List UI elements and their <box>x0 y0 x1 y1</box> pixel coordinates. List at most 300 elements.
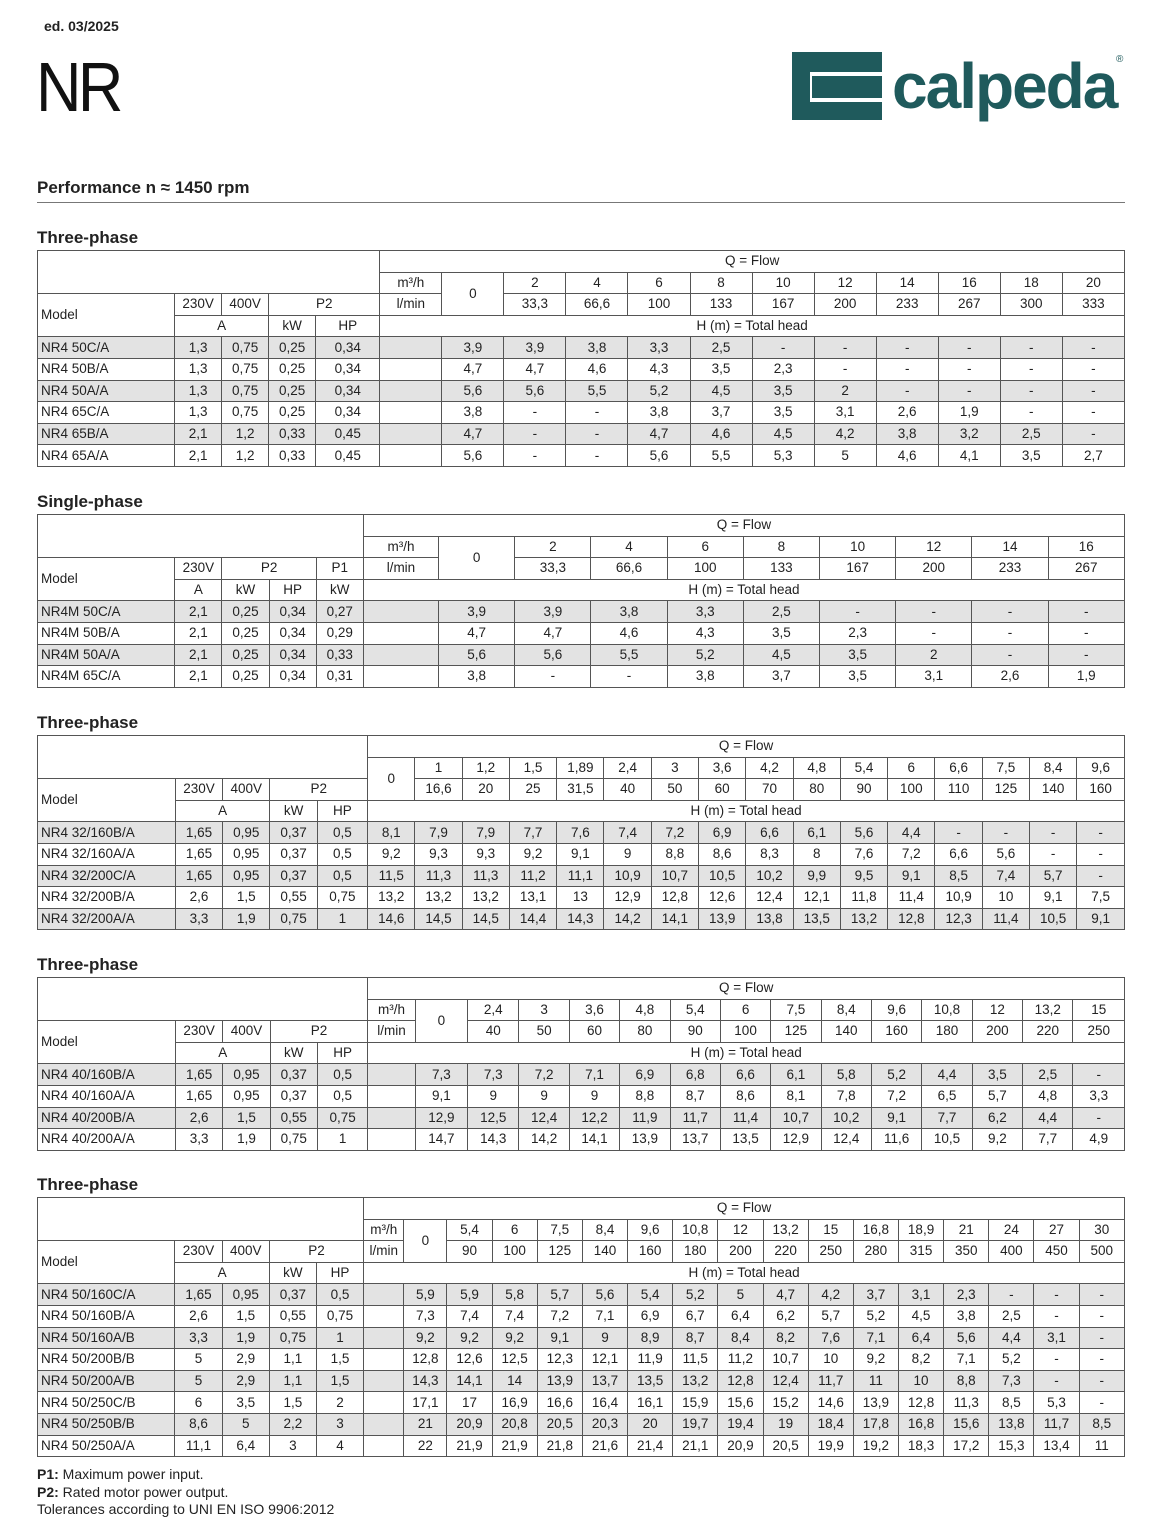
electrical-value: 0,34 <box>316 380 380 402</box>
head-value: 4,1 <box>938 445 1000 467</box>
head-value: 13,9 <box>537 1370 582 1392</box>
head-value: 20,5 <box>763 1435 808 1457</box>
head-value: 6,1 <box>771 1064 821 1086</box>
head-value: 16,4 <box>582 1392 627 1414</box>
head-value: 8,3 <box>746 843 793 865</box>
electrical-value: 0,45 <box>316 423 380 445</box>
head-value: 5,2 <box>673 1284 718 1306</box>
head-value: 9,1 <box>888 865 935 887</box>
head-value: 7,3 <box>989 1370 1034 1392</box>
table-row <box>38 337 1125 359</box>
electrical-value: 1,3 <box>175 358 222 380</box>
head-value: - <box>591 666 667 688</box>
electrical-value: 1,5 <box>316 1370 363 1392</box>
flow-m3h-value: 16 <box>1048 536 1124 558</box>
head-value: 10,9 <box>604 865 651 887</box>
flow-lmin-value: 140 <box>821 1021 871 1043</box>
head-value: 3,8 <box>439 666 515 688</box>
head-value: 4,7 <box>442 358 504 380</box>
head-value: 7,5 <box>1077 887 1125 909</box>
head-value: 19,9 <box>808 1435 853 1457</box>
flow-m3h-value: 6 <box>492 1219 537 1241</box>
head-value: 10,2 <box>746 865 793 887</box>
spacer-cell <box>368 1085 415 1107</box>
model-name: NR4 50C/A <box>38 337 175 359</box>
electrical-value: 1,9 <box>222 1327 269 1349</box>
electrical-value: 0,33 <box>269 423 316 445</box>
head-value: 12,6 <box>699 887 746 909</box>
head-value: 4,4 <box>1023 1107 1073 1129</box>
head-value: 5,9 <box>404 1284 447 1306</box>
electrical-value: 5 <box>175 1349 222 1371</box>
flow-lmin-value: 31,5 <box>557 779 604 801</box>
head-value: 16,6 <box>537 1392 582 1414</box>
electrical-value: 3 <box>316 1413 363 1435</box>
electrical-value: 0,75 <box>222 337 269 359</box>
performance-table-1 <box>37 250 1125 467</box>
head-value: 8,1 <box>771 1085 821 1107</box>
head-value: 4,7 <box>763 1284 808 1306</box>
head-value: - <box>972 644 1048 666</box>
head-value: 11 <box>853 1370 898 1392</box>
voltage-400-header: 400V <box>222 294 269 316</box>
electrical-value: 0,75 <box>222 402 269 424</box>
hp-unit: HP <box>269 579 316 601</box>
head-value: 4,4 <box>922 1064 972 1086</box>
head-value: 3,8 <box>442 402 504 424</box>
unit-row <box>38 800 1125 822</box>
unit-row <box>38 1042 1125 1064</box>
unit-lmin: l/min <box>380 294 442 316</box>
head-value: 14,1 <box>651 908 698 930</box>
head-value: 7,1 <box>853 1327 898 1349</box>
model-name: NR4 50/160C/A <box>38 1284 175 1306</box>
voltage-400-header: 400V <box>222 1241 269 1263</box>
head-value: 3,8 <box>628 402 690 424</box>
head-value: - <box>504 402 566 424</box>
head-value: 6,9 <box>628 1305 673 1327</box>
head-value: 6,7 <box>673 1305 718 1327</box>
flow-lmin-value: 233 <box>876 294 938 316</box>
head-value: 13,7 <box>670 1129 720 1151</box>
head-value: - <box>1079 1349 1124 1371</box>
head-value: 11,8 <box>840 887 887 909</box>
electrical-value: 0,33 <box>269 445 316 467</box>
table-row <box>38 358 1125 380</box>
table-row <box>38 1107 1125 1129</box>
flow-lmin-value: 180 <box>673 1241 718 1263</box>
head-value: 2,5 <box>743 601 819 623</box>
head-value: 14,4 <box>509 908 556 930</box>
head-value: 11,1 <box>557 865 604 887</box>
head-value: 11,9 <box>628 1349 673 1371</box>
head-value: 12,2 <box>569 1107 619 1129</box>
head-value: 12,9 <box>771 1129 821 1151</box>
head-value: - <box>1079 1370 1124 1392</box>
hp-unit: HP <box>316 1262 363 1284</box>
head-value: 11,6 <box>871 1129 921 1151</box>
flow-lmin-value: 100 <box>720 1021 770 1043</box>
blank-header-cell <box>38 1198 364 1241</box>
head-value: 12,8 <box>404 1349 447 1371</box>
flow-m3h-value: 14 <box>972 536 1048 558</box>
head-value: 13,1 <box>509 887 556 909</box>
head-value: - <box>1030 822 1077 844</box>
table-row <box>38 1305 1125 1327</box>
head-value: 13,9 <box>620 1129 670 1151</box>
head-value: 3,9 <box>442 337 504 359</box>
flow-label: Q = Flow <box>368 736 1125 758</box>
electrical-value: 0,55 <box>269 1305 316 1327</box>
electrical-value: 0,25 <box>269 380 316 402</box>
flow-lmin-value: 40 <box>468 1021 519 1043</box>
head-value: 9,1 <box>557 843 604 865</box>
head-value: 20,9 <box>447 1413 492 1435</box>
flow-lmin-value: 267 <box>938 294 1000 316</box>
electrical-value: 0,25 <box>269 337 316 359</box>
head-value: 6,9 <box>699 822 746 844</box>
flow-header-row <box>38 515 1125 537</box>
head-value: 6,6 <box>935 843 982 865</box>
electrical-value: 1,5 <box>269 1392 316 1414</box>
head-value: 21,9 <box>492 1435 537 1457</box>
electrical-value: 1,65 <box>175 1085 222 1107</box>
head-value: 4,7 <box>628 423 690 445</box>
flow-label: Q = Flow <box>363 515 1124 537</box>
flow-m3h-value: 3 <box>651 757 698 779</box>
flow-m3h-value: 2,4 <box>468 999 519 1021</box>
electrical-value: 0,95 <box>222 1284 269 1306</box>
head-value: 21,4 <box>628 1435 673 1457</box>
head-label: H (m) = Total head <box>368 800 1125 822</box>
performance-table-5 <box>37 1197 1125 1457</box>
spacer-cell <box>363 601 438 623</box>
head-value: - <box>819 601 895 623</box>
model-name: NR4 50/160B/A <box>38 1305 175 1327</box>
head-value: 14,2 <box>604 908 651 930</box>
head-value: - <box>504 423 566 445</box>
head-value: 2 <box>814 380 876 402</box>
blank-header-cell <box>38 515 364 558</box>
electrical-value: 0,34 <box>269 644 316 666</box>
head-value: 2,5 <box>989 1305 1034 1327</box>
electrical-value: 0,34 <box>269 601 316 623</box>
head-value: 6,4 <box>718 1305 763 1327</box>
flow-lmin-value: 60 <box>699 779 746 801</box>
head-value: 9 <box>519 1085 569 1107</box>
head-value: 12,1 <box>793 887 840 909</box>
head-value: 14,5 <box>462 908 509 930</box>
spacer-cell <box>368 1129 415 1151</box>
spacer-cell <box>380 423 442 445</box>
p2-header: P2 <box>222 558 316 580</box>
table-row <box>38 1370 1125 1392</box>
spacer-cell <box>364 1435 404 1457</box>
flow-lmin-value: 50 <box>651 779 698 801</box>
table-row <box>38 445 1125 467</box>
head-value: 15,6 <box>718 1392 763 1414</box>
electrical-value: 2,6 <box>175 887 222 909</box>
title-rule <box>37 202 1125 203</box>
flow-lmin-row <box>38 1021 1125 1043</box>
head-value: 5,5 <box>591 644 667 666</box>
flow-m3h-value: 13,2 <box>763 1219 808 1241</box>
model-name: NR4 32/160B/A <box>38 822 176 844</box>
head-value: 7,4 <box>492 1305 537 1327</box>
spacer-cell <box>363 622 438 644</box>
electrical-value: 1,65 <box>175 843 222 865</box>
head-value: 13,2 <box>462 887 509 909</box>
head-value: 9 <box>582 1327 627 1349</box>
electrical-value: 0,95 <box>223 822 270 844</box>
head-value: 12,5 <box>468 1107 519 1129</box>
voltage-400-header: 400V <box>223 1021 270 1043</box>
table-row <box>38 1327 1125 1349</box>
electrical-value: 1,1 <box>269 1349 316 1371</box>
head-value: 12,6 <box>447 1349 492 1371</box>
kw-unit: kW <box>316 579 363 601</box>
electrical-value: 1,9 <box>223 908 270 930</box>
head-value: 17 <box>447 1392 492 1414</box>
flow-m3h-value: 30 <box>1079 1219 1124 1241</box>
table-row <box>38 380 1125 402</box>
model-name: NR4M 50B/A <box>38 622 175 644</box>
head-value: 5,7 <box>1030 865 1077 887</box>
flow-m3h-value: 18,9 <box>898 1219 943 1241</box>
electrical-value: 1 <box>316 1327 363 1349</box>
table-row <box>38 1064 1125 1086</box>
head-value: 6,6 <box>720 1064 770 1086</box>
electrical-value: 0,55 <box>270 1107 317 1129</box>
model-header: Model <box>38 294 175 337</box>
head-value: - <box>1034 1349 1079 1371</box>
performance-table-3 <box>37 735 1125 930</box>
unit-lmin: l/min <box>368 1021 415 1043</box>
electrical-value: 1,2 <box>222 423 269 445</box>
flow-header-row <box>38 1198 1125 1220</box>
electrical-value: 0,37 <box>270 865 317 887</box>
head-value: - <box>1062 402 1124 424</box>
head-value: - <box>896 601 972 623</box>
flow-m3h-value: 4 <box>591 536 667 558</box>
head-value: 16,8 <box>898 1413 943 1435</box>
head-label: H (m) = Total head <box>363 579 1124 601</box>
head-value: - <box>1077 822 1125 844</box>
flow-lmin-value: 33,3 <box>515 558 591 580</box>
head-value: 9,1 <box>537 1327 582 1349</box>
spacer-cell <box>380 380 442 402</box>
head-value: 2,7 <box>1062 445 1124 467</box>
flow-lmin-value: 90 <box>447 1241 492 1263</box>
table-row <box>38 908 1125 930</box>
head-value: 4,6 <box>566 358 628 380</box>
electrical-value: 2,6 <box>175 1107 222 1129</box>
electrical-value: 1,9 <box>223 1129 270 1151</box>
flow-lmin-row <box>38 558 1125 580</box>
head-value: - <box>1062 380 1124 402</box>
head-value: 5,6 <box>944 1327 989 1349</box>
flow-m3h-value: 13,2 <box>1023 999 1073 1021</box>
section-title-single-phase: Single-phase <box>37 492 143 511</box>
head-value: 5,6 <box>515 644 591 666</box>
head-value: 3,3 <box>628 337 690 359</box>
head-value: 6,4 <box>898 1327 943 1349</box>
spacer-cell <box>364 1349 404 1371</box>
head-value: 2 <box>896 644 972 666</box>
electrical-value: 2,1 <box>175 622 222 644</box>
head-value: 5,2 <box>667 644 743 666</box>
head-value: 11,3 <box>462 865 509 887</box>
head-value: 5,8 <box>492 1284 537 1306</box>
head-value: - <box>504 445 566 467</box>
flow-m3h-value: 6 <box>628 272 690 294</box>
head-value: 22 <box>404 1435 447 1457</box>
head-value: 13,8 <box>746 908 793 930</box>
head-value: 5,6 <box>504 380 566 402</box>
head-value: 9,1 <box>415 1085 467 1107</box>
head-value: 7,4 <box>447 1305 492 1327</box>
electrical-value: 1,3 <box>175 380 222 402</box>
electrical-value: 3 <box>269 1435 316 1457</box>
table-row <box>38 1435 1125 1457</box>
model-name: NR4M 65C/A <box>38 666 175 688</box>
flow-lmin-value: 70 <box>746 779 793 801</box>
flow-zero: 0 <box>415 999 467 1042</box>
ampere-unit: A <box>175 1042 270 1064</box>
head-value: - <box>1079 1327 1124 1349</box>
flow-m3h-value: 9,6 <box>628 1219 673 1241</box>
head-value: 5,6 <box>628 445 690 467</box>
electrical-value: 0,25 <box>222 666 269 688</box>
head-value: - <box>1034 1370 1079 1392</box>
head-value: 3,5 <box>752 380 814 402</box>
flow-m3h-value: 14 <box>876 272 938 294</box>
flow-header-row <box>38 251 1125 273</box>
head-value: 3,5 <box>819 666 895 688</box>
flow-m3h-value: 16 <box>938 272 1000 294</box>
flow-lmin-value: 140 <box>582 1241 627 1263</box>
ampere-unit: A <box>175 800 270 822</box>
unit-m3h: m³/h <box>368 999 415 1021</box>
head-value: 3,5 <box>743 622 819 644</box>
head-value: 9,5 <box>840 865 887 887</box>
flow-lmin-value: 160 <box>1077 779 1125 801</box>
electrical-value: 0,5 <box>317 822 367 844</box>
footnote-p1: P1: Maximum power input. <box>37 1466 204 1482</box>
section-title-three-phase-4: Three-phase <box>37 1175 139 1194</box>
flow-m3h-value: 3,6 <box>569 999 619 1021</box>
electrical-value: 0,95 <box>223 1064 270 1086</box>
model-name: NR4 32/160A/A <box>38 843 176 865</box>
head-value: 14 <box>492 1370 537 1392</box>
head-value: 12,3 <box>935 908 982 930</box>
model-name: NR4 40/200B/A <box>38 1107 176 1129</box>
head-value: 13,5 <box>628 1370 673 1392</box>
flow-lmin-value: 200 <box>718 1241 763 1263</box>
spacer-cell <box>364 1327 404 1349</box>
head-value: 8,6 <box>699 843 746 865</box>
head-value: 20,3 <box>582 1413 627 1435</box>
head-value: - <box>1062 423 1124 445</box>
head-value: 11,5 <box>368 865 415 887</box>
electrical-value: 4 <box>316 1435 363 1457</box>
head-value: - <box>752 337 814 359</box>
footnote-tolerance: Tolerances according to UNI EN ISO 9906:2012 <box>37 1501 335 1517</box>
flow-zero: 0 <box>442 272 504 315</box>
head-value: 12,4 <box>763 1370 808 1392</box>
flow-m3h-value: 27 <box>1034 1219 1079 1241</box>
flow-lmin-value: 80 <box>620 1021 670 1043</box>
electrical-value: 1,5 <box>223 1107 270 1129</box>
flow-m3h-value: 5,4 <box>670 999 720 1021</box>
model-header: Model <box>38 558 175 601</box>
electrical-value: 0,75 <box>317 887 367 909</box>
head-value: 9,2 <box>972 1129 1022 1151</box>
head-value: 8,5 <box>1079 1413 1124 1435</box>
flow-lmin-value: 80 <box>793 779 840 801</box>
head-value: - <box>566 423 628 445</box>
head-value: 13,2 <box>840 908 887 930</box>
head-value: 13 <box>557 887 604 909</box>
head-value: 9,1 <box>1030 887 1077 909</box>
table-row <box>38 1413 1125 1435</box>
flow-m3h-value: 4,8 <box>620 999 670 1021</box>
model-name: NR4 50A/A <box>38 380 175 402</box>
head-value: 10,7 <box>771 1107 821 1129</box>
head-value: 6,2 <box>972 1107 1022 1129</box>
unit-m3h: m³/h <box>363 536 438 558</box>
head-value: 4,3 <box>667 622 743 644</box>
head-value: 5,6 <box>840 822 887 844</box>
head-value: 7,3 <box>404 1305 447 1327</box>
flow-m3h-value: 8,4 <box>582 1219 627 1241</box>
head-value: 2,6 <box>972 666 1048 688</box>
model-header: Model <box>38 779 176 822</box>
head-value: 3,1 <box>1034 1327 1079 1349</box>
electrical-value: 0,25 <box>222 601 269 623</box>
head-value: 13,2 <box>415 887 462 909</box>
flow-m3h-value: 10 <box>819 536 895 558</box>
head-value: 11,7 <box>1034 1413 1079 1435</box>
head-value: 6,1 <box>793 822 840 844</box>
head-value: 21,8 <box>537 1435 582 1457</box>
table-row <box>38 1129 1125 1151</box>
head-value: 3,9 <box>439 601 515 623</box>
p2-header: P2 <box>270 1021 368 1043</box>
head-value: 4,2 <box>814 423 876 445</box>
ampere-unit: A <box>175 1262 269 1284</box>
head-value: 6,8 <box>670 1064 720 1086</box>
head-value: 12,3 <box>537 1349 582 1371</box>
p2-header: P2 <box>269 294 380 316</box>
head-value: 19,2 <box>853 1435 898 1457</box>
head-value: 9 <box>468 1085 519 1107</box>
electrical-value: 0,29 <box>316 622 363 644</box>
flow-lmin-value: 66,6 <box>566 294 628 316</box>
flow-m3h-value: 8 <box>743 536 819 558</box>
head-value: 15,2 <box>763 1392 808 1414</box>
head-value: 4,3 <box>628 358 690 380</box>
head-value: 7,6 <box>840 843 887 865</box>
electrical-value: 0,5 <box>317 843 367 865</box>
head-value: - <box>1000 337 1062 359</box>
head-value: 9,3 <box>415 843 462 865</box>
flow-m3h-value: 4,2 <box>746 757 793 779</box>
head-value: 9,2 <box>404 1327 447 1349</box>
electrical-value: 1,65 <box>175 865 222 887</box>
head-value: - <box>1079 1284 1124 1306</box>
model-header: Model <box>38 1241 175 1284</box>
